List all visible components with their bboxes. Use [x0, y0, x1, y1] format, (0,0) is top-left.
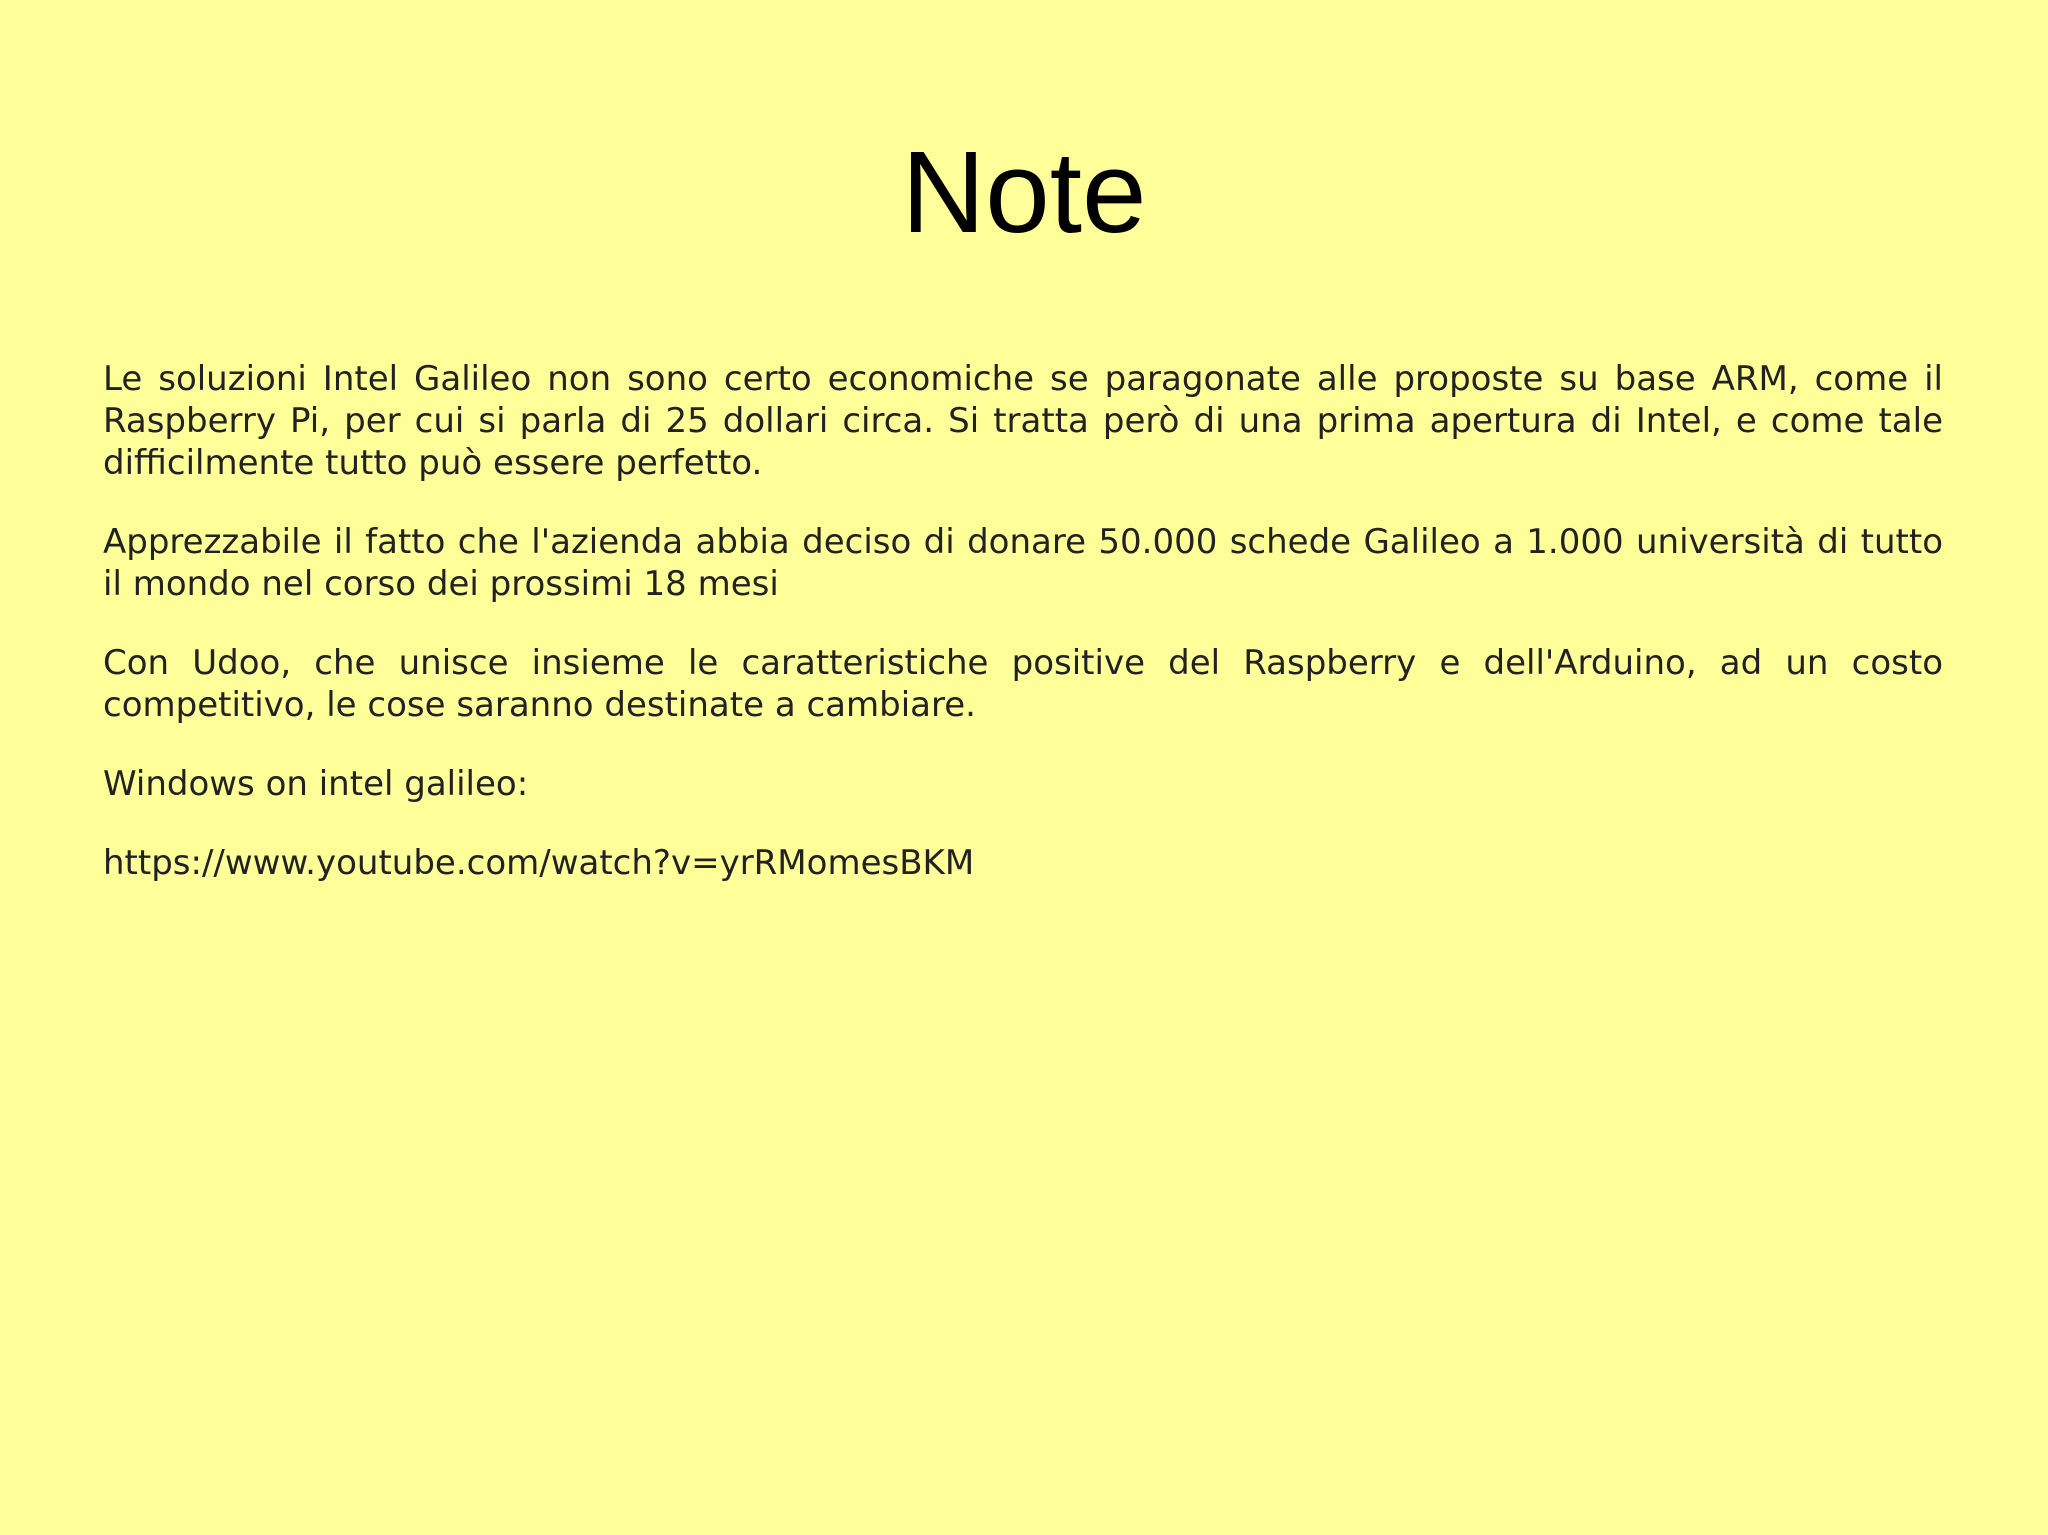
slide-body [103, 358, 1943, 921]
youtube-link[interactable]: https://www.youtube.com/watch?v=yrRMomesBKM [103, 843, 975, 883]
paragraph-windows-heading: Windows on intel galileo: [103, 764, 529, 804]
paragraph-intel-galileo-cost: Le soluzioni Intel Galileo non sono certo economiche se paragonate alle proposte su base ARM, come il Raspberry Pi, per cui si parla di 25 dollari circa. Si tratta però di una prima apertura di Intel, e come tale difficilmente tutto può essere perfetto. [103, 359, 1943, 483]
paragraph-donation: Apprezzabile il fatto che l'azienda abbia deciso di donare 50.000 schede Galileo a 1.000 università di tutto il mondo nel corso dei prossimi 18 mesi [103, 522, 1943, 604]
slide-title: Note [901, 127, 1147, 257]
paragraph-udoo: Con Udoo, che unisce insieme le caratteristiche positive del Raspberry e dell'Arduino, ad un costo competitivo, le cose saranno destinate a cambiare. [103, 643, 1943, 725]
